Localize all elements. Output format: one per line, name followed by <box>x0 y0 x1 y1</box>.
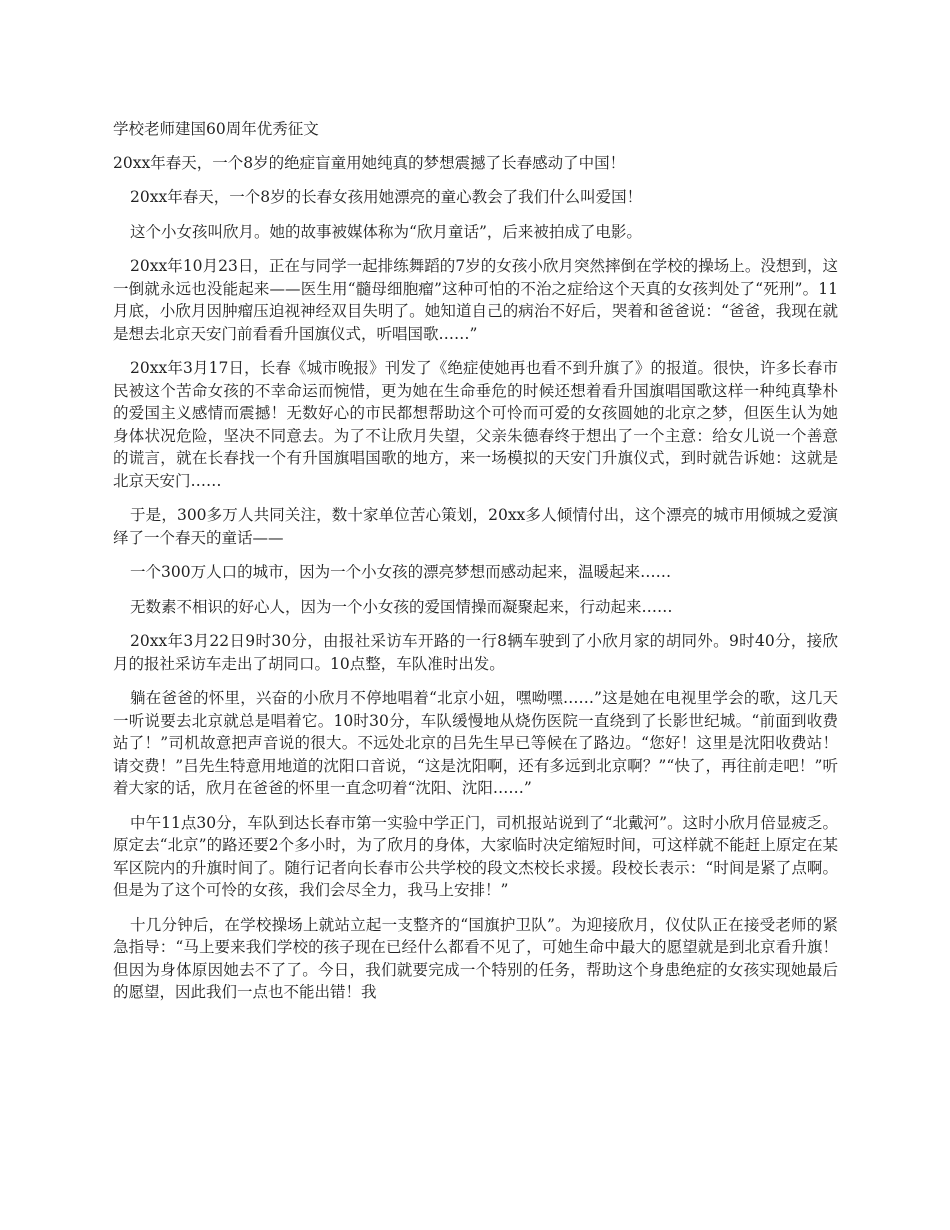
paragraph-8: 无数素不相识的好心人，因为一个小女孩的爱国情操而凝聚起来，行动起来…… <box>130 597 673 616</box>
paragraph-7: 一个300万人口的城市，因为一个小女孩的漂亮梦想而感动起来，温暖起来…… <box>130 563 672 581</box>
paragraph-2: 20xx年春天，一个8岁的长春女孩用她漂亮的童心教会了我们什么叫爱国！ <box>130 188 643 206</box>
paragraph-12: 十几分钟后，在学校操场上就站立起一支整齐的“国旗护卫队”。为迎接欣月，仪仗队正在接受老师的紧急指导：“马上要来我们学校的孩子现在已经什么都看不见了，可她生命中最大的愿望就是到北京看升旗！但因为身体原因她去不了了。今日，我们就要完成一个特别的任务，帮助这个身患绝症的女孩实现她最后的愿望，因此我们一点也不能出错！我 <box>113 915 838 1001</box>
paragraph-6: 于是，300多万人共同关注，数十家单位苦心策划，20xx多人倾情付出，这个漂亮的城市用倾城之爱演绎了一个春天的童话—— <box>113 506 838 547</box>
paragraph-9: 20xx年3月22日9时30分，由报社采访车开路的一行8辆车驶到了小欣月家的胡同外。9时40分，接欣月的报社采访车走出了胡同口。10点整，车队准时出发。 <box>113 632 838 673</box>
paragraph-10: 躺在爸爸的怀里，兴奋的小欣月不停地唱着“北京小妞，嘿呦嘿……”这是她在电视里学会的歌，这几天一听说要去北京就总是唱着它。10时30分，车队缓慢地从烧伤医院一直绕到了长影世纪城。“前面到收费站了！”司机故意把声音说的很大。不远处北京的吕先生早已等候在了路边。“您好！这里是沈阳收费站！请交费！”吕先生特意用地道的沈阳口音说，“这是沈阳啊，还有多远到北京啊？”“快了，再往前走吧！”听着大家的话，欣月在爸爸的怀里一直念叨着“沈阳、沈阳……” <box>113 689 838 797</box>
paragraph-4: 20xx年10月23日，正在与同学一起排练舞蹈的7岁的女孩小欣月突然摔倒在学校的操场上。没想到，这一倒就永远也没能起来——医生用“髓母细胞瘤”这种可怕的不治之症给这个天真的女孩判处了“死刑”。11月底，小欣月因肿瘤压迫视神经双目失明了。她知道自己的病治不好后，哭着和爸爸说：“爸爸，我现在就是想去北京天安门前看看升国旗仪式，听唱国歌……” <box>113 257 838 343</box>
paragraph-1: 20xx年春天，一个8岁的绝症盲童用她纯真的梦想震撼了长春感动了中国！ <box>113 153 626 172</box>
paragraph-5: 20xx年3月17日，长春《城市晚报》刊发了《绝症使她再也看不到升旗了》的报道。很快，许多长春市民被这个苦命女孩的不幸命运而惋惜，更为她在生命垂危的时候还想着看升国旗唱国歌这样一种纯真挚朴的爱国主义感情而震撼！无数好心的市民都想帮助这个可怜而可爱的女孩圆她的北京之梦，但医生认为她身体状况危险，坚决不同意去。为了不让欣月失望，父亲朱德春终于想出了一个主意：给女儿说一个善意的谎言，就在长春找一个有升国旗唱国歌的地方，来一场模拟的天安门升旗仪式，到时就告诉她：这就是北京天安门…… <box>113 359 838 490</box>
document-title: 学校老师建国60周年优秀征文 <box>113 120 319 138</box>
paragraph-3: 这个小女孩叫欣月。她的故事被媒体称为“欣月童话”，后来被拍成了电影。 <box>130 222 642 241</box>
document-body <box>113 118 838 1016</box>
paragraph-11: 中午11点30分，车队到达长春市第一实验中学正门，司机报站说到了“北戴河”。这时小欣月倍显疲乏。原定去“北京”的路还要2个多小时，为了欣月的身体，大家临时决定缩短时间，可这样就不能赶上原定在某军区院内的升旗时间了。随行记者向长春市公共学校的段文杰校长求援。段校长表示：“时间是紧了点啊。但是为了这个可怜的女孩，我们会尽全力，我马上安排！” <box>113 813 838 899</box>
